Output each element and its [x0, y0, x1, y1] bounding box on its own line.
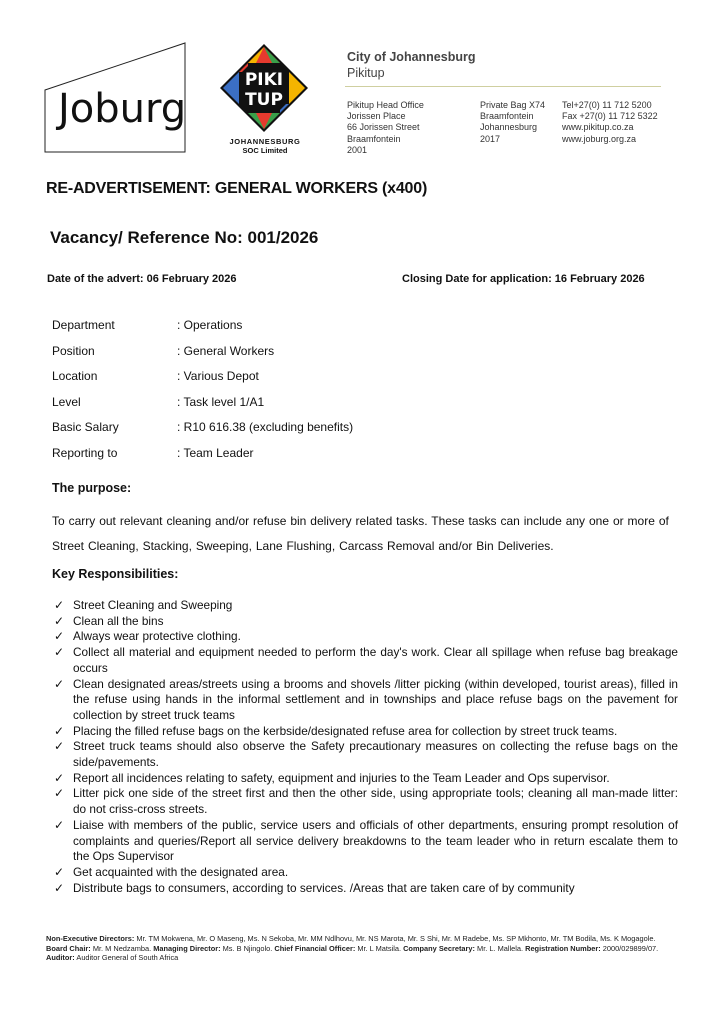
responsibility-text: Report all incidences relating to safety, equipment and injuries to the Team Leader and Ops supervisor.	[73, 770, 610, 785]
header-city: City of Johannesburg	[347, 50, 476, 64]
check-icon: ✓	[54, 629, 65, 644]
check-icon: ✓	[54, 613, 65, 628]
footer-md-label: Managing Director:	[153, 943, 221, 953]
footer-secretary-label: Company Secretary:	[403, 943, 475, 953]
check-icon: ✓	[54, 598, 65, 612]
footer-auditor: Auditor General of South Africa	[76, 953, 179, 963]
footer-directors	[46, 934, 671, 963]
header-address-office: Pikitup Head Office Jorissen Place 66 Jorissen Street Braamfontein 2001	[347, 100, 424, 155]
header-entity: Pikitup	[347, 66, 385, 80]
footer-secretary: Mr. L. Mallela.	[477, 943, 524, 953]
detail-label: Level	[52, 395, 81, 409]
pikitup-logo-line1: PIKI	[244, 70, 284, 90]
footer-reg-label: Registration Number:	[525, 943, 601, 953]
purpose-text: To carry out relevant cleaning and/or refuse bin delivery related tasks. These tasks can include any one or more of Street Cleaning, Stacking, Sweeping, Lane Flushing, Carcass Removal and/or Bin Deliveries.	[52, 514, 669, 553]
advert-date: Date of the advert: 06 February 2026	[47, 273, 237, 285]
list-item	[52, 865, 678, 881]
detail-value: : Task level 1/A1	[177, 395, 265, 409]
responsibility-text: Get acquainted with the designated area.	[73, 864, 289, 879]
detail-label: Position	[52, 344, 95, 358]
check-icon: ✓	[54, 880, 65, 895]
list-item	[52, 724, 678, 740]
responsibilities-list	[52, 598, 678, 896]
list-item	[52, 629, 678, 645]
responsibility-text: Litter pick one side of the street first and then the other side, using appropriate tools; cleaning all man-made litter: do not criss-cross streets.	[73, 786, 678, 817]
pikitup-logo-line2: TUP	[245, 90, 283, 110]
list-item	[52, 786, 678, 817]
responsibility-text: Distribute bags to consumers, according to services. /Areas that are taken care of by community	[73, 880, 575, 895]
pikitup-label-city: JOHANNESBURG	[229, 137, 301, 146]
list-item	[52, 771, 678, 787]
vacancy-reference: Vacancy/ Reference No: 001/2026	[50, 228, 319, 247]
header-contact: Tel+27(0) 11 712 5200 Fax +27(0) 11 712 5322 www.pikitup.co.za www.joburg.org.za	[562, 100, 658, 144]
responsibility-text: Placing the filled refuse bags on the kerbside/designated refuse area for collection by street truck teams.	[73, 723, 618, 738]
check-icon: ✓	[54, 786, 65, 801]
footer-cfo: Mr. L Matsila.	[357, 943, 402, 953]
list-item	[52, 645, 678, 676]
check-icon: ✓	[54, 739, 65, 754]
detail-value: : Operations	[177, 318, 243, 332]
check-icon: ✓	[54, 723, 65, 738]
detail-label: Location	[52, 369, 98, 383]
detail-label: Reporting to	[52, 446, 118, 460]
responsibility-text: Liaise with members of the public, service users and officials of other departments, ensuring prompt resolution of complaints and queries/Report all service delivery breakdowns to the team leader who in return escalate them to the Ops Supervisor	[73, 817, 678, 864]
detail-label: Department	[52, 318, 115, 332]
responsibility-text: Street truck teams should also observe the Safety precautionary measures on collecting the refuse bags on the side/pavements.	[73, 739, 678, 770]
list-item	[52, 739, 678, 770]
purpose-heading: The purpose:	[52, 481, 132, 495]
responsibility-text: Clean all the bins	[73, 613, 164, 628]
list-item	[52, 598, 678, 614]
header-address-postal: Private Bag X74 Braamfontein Johannesburg 2017	[480, 100, 546, 144]
footer-chair-label: Board Chair:	[46, 943, 91, 953]
responsibility-text: Collect all material and equipment needed to perform the day's work. Clear all spillage when refuse bag breakage occurs	[73, 645, 678, 675]
footer-directors-names: Mr. TM Mokwena, Mr. O Maseng, Ms. N Sekoba, Mr. MM Ndlhovu, Mr. NS Marota, Mr. S Shi, Mr. M Radebe, Ms. SP Mkhonto, Mr. TM Bodila, Ms. K Mogagole.	[136, 934, 656, 943]
pikitup-label-soc: SOC Limited	[242, 146, 288, 155]
footer-cfo-label: Chief Financial Officer:	[274, 943, 356, 953]
closing-date: Closing Date for application: 16 February 2026	[402, 273, 645, 285]
check-icon: ✓	[54, 676, 65, 691]
footer-reg: 2000/029899/07.	[602, 943, 659, 953]
pikitup-logo	[220, 44, 308, 132]
responsibilities-heading: Key Responsibilities:	[52, 567, 179, 581]
detail-value: : General Workers	[177, 344, 275, 358]
footer-md: Ms. B Njingolo.	[222, 943, 273, 953]
list-item	[52, 818, 678, 865]
list-item	[52, 881, 678, 897]
check-icon: ✓	[54, 817, 65, 832]
responsibility-text: Street Cleaning and Sweeping	[73, 598, 233, 612]
detail-value: : Team Leader	[177, 446, 254, 460]
list-item	[52, 614, 678, 630]
responsibility-text: Always wear protective clothing.	[73, 629, 241, 644]
document-title: RE-ADVERTISEMENT: GENERAL WORKERS (x400)	[46, 180, 428, 197]
footer-auditor-label: Auditor:	[46, 953, 75, 963]
detail-label: Basic Salary	[52, 420, 119, 434]
header-divider	[345, 86, 661, 87]
list-item	[52, 677, 678, 724]
check-icon: ✓	[54, 864, 65, 879]
detail-value: : R10 616.38 (excluding benefits)	[177, 420, 354, 434]
footer-directors-label: Non-Executive Directors:	[46, 934, 135, 943]
joburg-logo-text: Joburg	[58, 86, 187, 132]
check-icon: ✓	[54, 645, 65, 660]
check-icon: ✓	[54, 770, 65, 785]
detail-value: : Various Depot	[177, 369, 259, 383]
responsibility-text: Clean designated areas/streets using a brooms and shovels /litter picking (within developed, tourist areas), filled in the refuse using hands in the informal settlement and in townships and place refuse bags on the pavement for collection by street truck teams	[73, 676, 678, 722]
footer-chair: Mr. M Nedzamba.	[92, 943, 152, 953]
